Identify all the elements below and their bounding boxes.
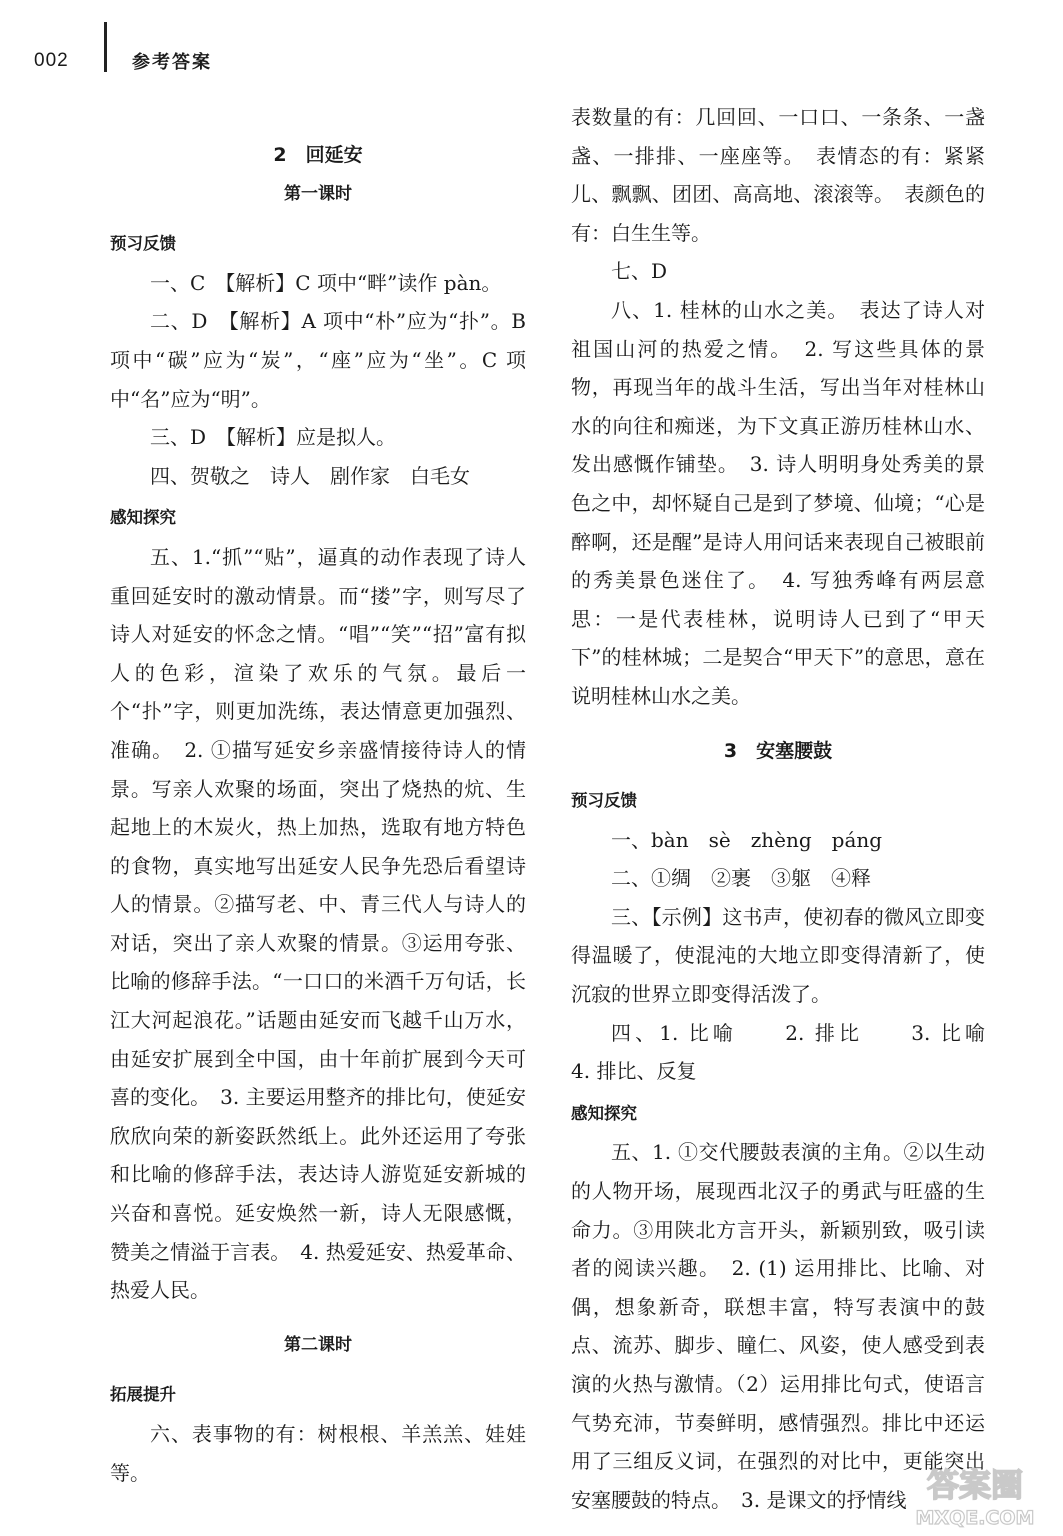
section-preview: 预习反馈 (571, 791, 637, 811)
left-column (110, 136, 526, 1492)
page-number: 002 (34, 50, 69, 71)
header-divider (104, 22, 107, 72)
answer-item: 二、①绸 ②裹 ③躯 ④释 (611, 866, 871, 891)
section-explore: 感知探究 (571, 1103, 637, 1123)
header-title: 参考答案 (132, 52, 212, 73)
answer-item: 一、bàn sè zhèng páng (611, 827, 883, 852)
section-preview: 预习反馈 (110, 234, 176, 254)
period-2-title: 第二课时 (284, 1334, 352, 1355)
answer-item: 一、C 【解析】C 项中“畔”读作 pàn。 (150, 270, 502, 295)
answer-item: 四、1. 比喻 2. 排比 3. 比喻 4. 排比、反复 (571, 1020, 1025, 1084)
watermark-logo (895, 1460, 1055, 1530)
lesson-title-2: 2 回延安 (273, 144, 363, 166)
lesson-title-3: 3 安塞腰鼓 (723, 739, 833, 762)
section-explore: 感知探究 (110, 508, 176, 528)
answer-item: 八、1. 桂林的山水之美。 表达了诗人对祖国山河的热爱之情。 2. 写这些具体的景物，再现当年的战斗生活，写出当年对桂林山水的向往和痴迷，为下文真正游历桂林山水、发出感慨作铺垫。 3. 诗人明明身处秀美的景色之中，却怀疑自己是到了梦境、仙境；“心是醉啊，还是醒”是诗人用问话来表现自己被眼前的秀美景色迷住了。 4. 写独秀峰有两层意思：一是代表桂林，说明诗人已到了“甲天下”的桂林城；二是契合“甲天下”的意思，意在说明桂林山水之美。 (571, 297, 985, 708)
section-extend: 拓展提升 (110, 1385, 176, 1405)
answer-item: 七、D (611, 259, 668, 284)
answer-item: 二、D 【解析】A 项中“朴”应为“扑”。B 项中“碳”应为“炭”，“座”应为“坐”。C 项中“名”应为“明”。 (110, 309, 526, 411)
answer-item: 表数量的有：几回回、一口口、一条条、一盏盏、一排排、一座座等。 表情态的有：紧紧儿、飘飘、团团、高高地、滚滚等。 表颜色的有：白生生等。 (571, 105, 985, 245)
period-1-title: 第一课时 (284, 183, 352, 204)
answer-item: 六、表事物的有：树根根、羊羔羔、娃娃等。 (110, 1422, 526, 1485)
answer-item: 五、1.“抓”“贴”，逼真的动作表现了诗人重回延安时的激动情景。而“搂”字，则写尽了诗人对延安的怀念之情。“唱”“笑”“招”富有拟人的色彩，渲染了欢乐的气氛。最后一个“扑”字，则更加洗练，表达情意更加强烈、准确。 2. ①描写延安乡亲盛情接待诗人的情景。写亲人欢聚的场面，突出了烧热的炕、生起地上的木炭火，热上加热，选取有地方特色的食物，真实地写出延安人民争先恐后看望诗人的情景。②描写老、中、青三代人与诗人的对话，突出了亲人欢聚的情景。③运用夸张、比喻的修辞手法。“一口口的米酒千万句话，长江大河起浪花。”话题由延安而飞越千山万水，由延安扩展到全中国，由十年前扩展到今天可喜的变化。 3. 主要运用整齐的排比句，使延安欣欣向荣的新姿跃然纸上。此外还运用了夸张和比喻的修辞手法，表达诗人游览延安新城的兴奋和喜悦。延安焕然一新，诗人无限感慨，赞美之情溢于言表。 4. 热爱延安、热爱革命、热爱人民。 (110, 544, 526, 1303)
svg-text:答案圈: 答案圈 (926, 1466, 1024, 1504)
svg-text:MXQE.COM: MXQE.COM (915, 1507, 1035, 1529)
answer-item: 四、贺敬之 诗人 剧作家 白毛女 (150, 463, 470, 488)
answer-item: 三、【示例】这书声，使初春的微风立即变得温暖了，使混沌的大地立即变得清新了，使沉寂的世界立即变得活泼了。 (571, 904, 985, 1007)
answer-item: 五、1. ①交代腰鼓表演的主角。②以生动的人物开场，展现西北汉子的勇武与旺盛的生命力。③用陕北方言开头，新颖别致，吸引读者的阅读兴趣。 2. (1) 运用排比、比喻、对偶，想象新奇，联想丰富，特写表演中的鼓点、流苏、脚步、瞳仁、风姿，使人感受到表演的火热与激情。（2）运用排比句式，使语言气势充沛，节奏鲜明，感情强烈。排比中还运用了三组反义词，在强烈的对比中，更能突出安塞腰鼓的特点。 3. 是课文的抒情线 (571, 1140, 985, 1512)
answer-item: 三、D 【解析】应是拟人。 (150, 425, 397, 450)
